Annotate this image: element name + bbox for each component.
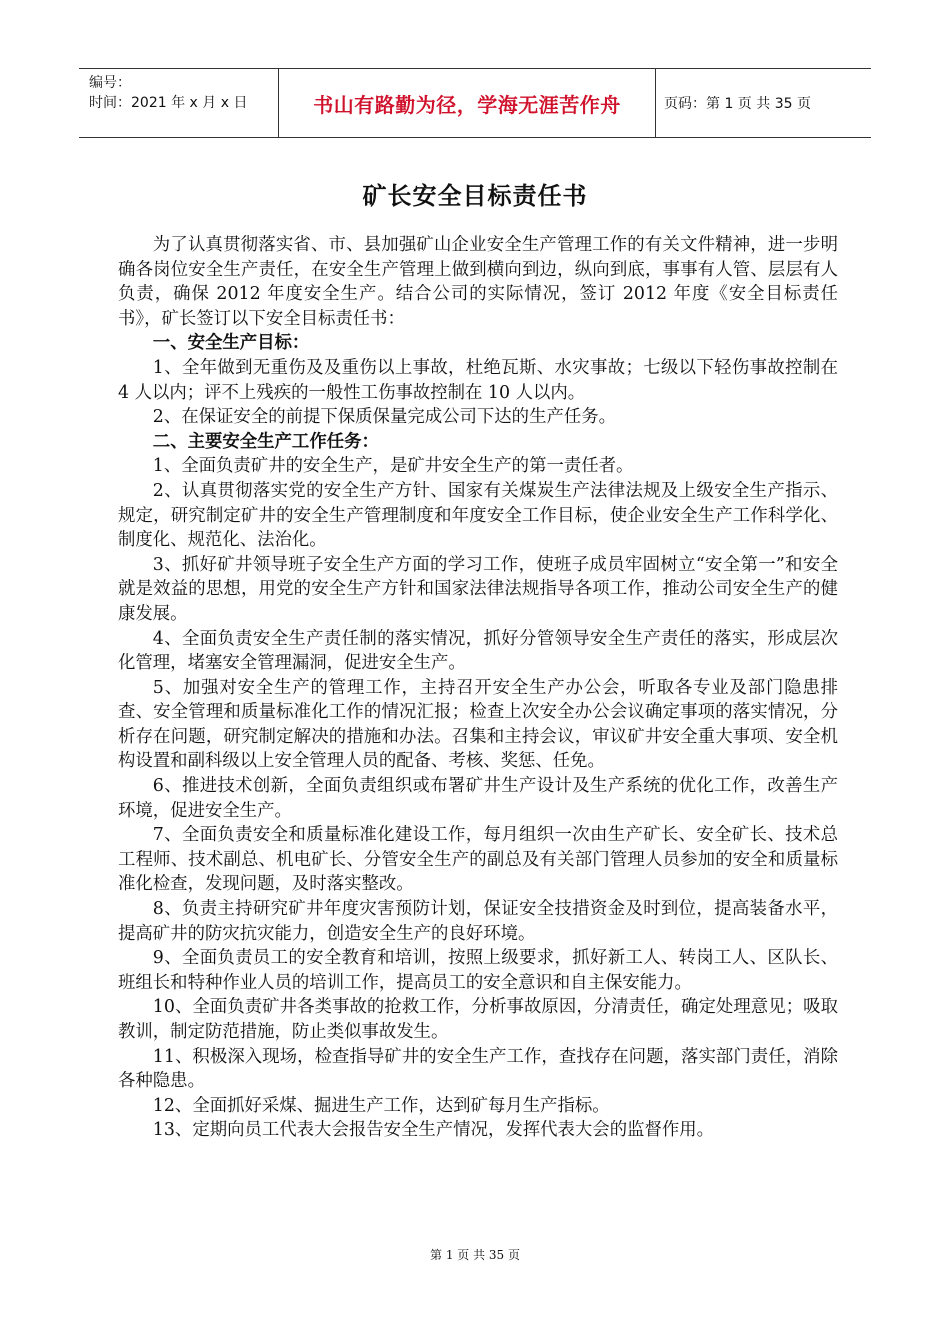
task-item: 13、定期向员工代表大会报告安全生产情况，发挥代表大会的监督作用。 bbox=[152, 1120, 715, 1141]
goal-item: 1、全年做到无重伤及及重伤以上事故，杜绝瓦斯、水灾事故；七级以下轻伤事故控制在 4 人以内；评不上残疾的一般性工伤事故控制在 10 人以内。 bbox=[118, 357, 838, 403]
page-footer: 第 1 页 共 35 页 bbox=[430, 1248, 520, 1262]
task-item: 2、认真贯彻落实党的安全生产方针、国家有关煤炭生产法律法规及上级安全生产指示、规定，研究制定矿井的安全生产管理制度和年度安全工作目标，使企业安全生产工作科学化、制度化、规范化、法治化。 bbox=[118, 480, 838, 551]
header-motto: 书山有路勤为径，学海无涯苦作舟 bbox=[279, 69, 656, 137]
document-body bbox=[118, 233, 838, 1143]
document-number-label: 编号： bbox=[89, 75, 131, 91]
task-item: 9、全面负责员工的安全教育和培训，按照上级要求，抓好新工人、转岗工人、区队长、班组长和特种作业人员的培训工作，提高员工的安全意识和自主保安能力。 bbox=[118, 948, 838, 993]
task-item: 1、全面负责矿井的安全生产，是矿井安全生产的第一责任者。 bbox=[152, 456, 634, 477]
task-item: 5、加强对安全生产的管理工作，主持召开安全生产办公会，听取各专业及部门隐患排查、安全管理和质量标准化工作的情况汇报；检查上次安全办公会议确定事项的落实情况，分析存在问题，研究制定解决的措施和办法。召集和主持会议，审议矿井安全重大事项、安全机构设置和副科级以上安全管理人员的配备、考核、奖惩、任免。 bbox=[118, 677, 838, 772]
task-item: 8、负责主持研究矿井年度灾害预防计划，保证安全技措资金及时到位，提高装备水平，提高矿井的防灾抗灾能力，创造安全生产的良好环境。 bbox=[118, 899, 838, 944]
document-title: 矿长安全目标责任书 bbox=[362, 182, 588, 210]
task-item: 7、全面负责安全和质量标准化建设工作，每月组织一次由生产矿长、安全矿长、技术总工程师、技术副总、机电矿长、分管安全生产的副总及有关部门管理人员参加的安全和质量标准化检查，发现问题，及时落实整改。 bbox=[118, 825, 838, 895]
header-meta bbox=[79, 69, 279, 137]
task-item: 3、抓好矿井领导班子安全生产方面的学习工作，使班子成员牢固树立“安全第一”和安全就是效益的思想，用党的安全生产方针和国家法律法规指导各项工作，推动公司安全生产的健康发展。 bbox=[118, 554, 838, 624]
page-header bbox=[79, 68, 871, 138]
intro-paragraph: 为了认真贯彻落实省、市、县加强矿山企业安全生产管理工作的有关文件精神，进一步明确各岗位安全生产责任，在安全生产管理上做到横向到边，纵向到底，事事有人管、层层有人负责，确保 2012 年度安全生产。结合公司的实际情况，签订 2012 年度《安全目标责任书》，矿长签订以下安全目标责任书： bbox=[118, 235, 838, 329]
task-item: 6、推进技术创新，全面负责组织或布署矿井生产设计及生产系统的优化工作，改善生产环境，促进安全生产。 bbox=[118, 776, 838, 821]
task-item: 12、全面抓好采煤、掘进生产工作，达到矿每月生产指标。 bbox=[152, 1095, 610, 1116]
task-item: 11、积极深入现场，检查指导矿井的安全生产工作，查找存在问题，落实部门责任，消除各种隐患。 bbox=[118, 1046, 838, 1092]
section-heading-tasks: 二、主要安全生产工作任务： bbox=[152, 431, 379, 452]
header-page-info: 页码：第 1 页 共 35 页 bbox=[664, 96, 811, 112]
document-date: 时间：2021 年 x 月 x 日 bbox=[89, 95, 248, 111]
task-item: 10、全面负责矿井各类事故的抢救工作，分析事故原因，分清责任，确定处理意见；吸取教训，制定防范措施，防止类似事故发生。 bbox=[118, 997, 838, 1042]
task-item: 4、全面负责安全生产责任制的落实情况，抓好分管领导安全生产责任的落实，形成层次化管理，堵塞安全管理漏洞，促进安全生产。 bbox=[118, 628, 838, 674]
section-heading-goals: 一、安全生产目标： bbox=[152, 333, 310, 354]
goal-item: 2、在保证安全的前提下保质保量完成公司下达的生产任务。 bbox=[152, 407, 617, 428]
